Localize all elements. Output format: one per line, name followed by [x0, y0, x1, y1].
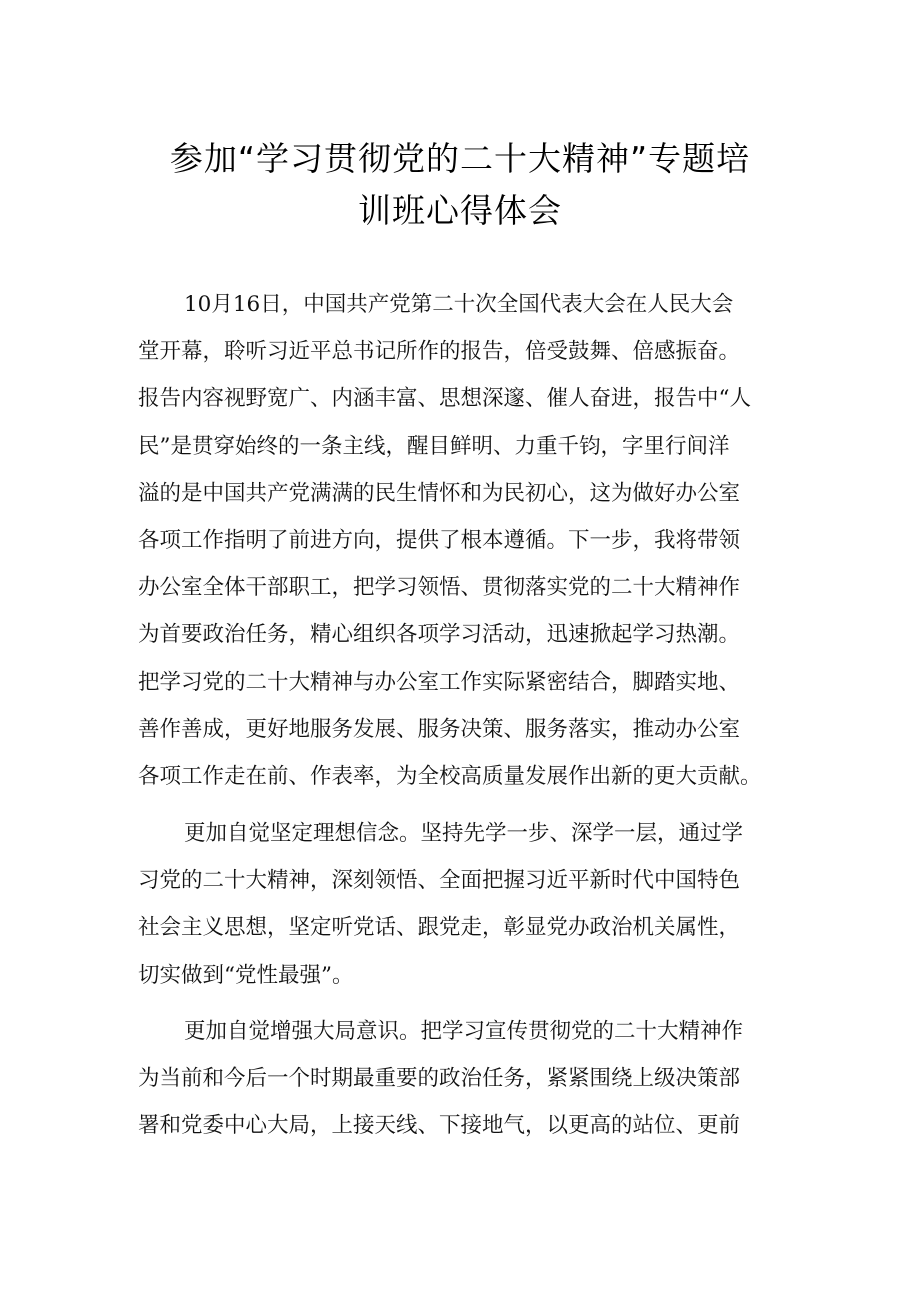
paragraph-line: 堂开幕，聆听习近平总书记所作的报告，倍受鼓舞、倍感振奋。 [138, 339, 741, 365]
paragraph-line: 各项工作走在前、作表率，为全校高质量发展作出新的更大贡献。 [138, 763, 762, 789]
paragraph-line: 把学习党的二十大精神与办公室工作实际紧密结合，脚踏实地、 [138, 669, 741, 695]
paragraph-line: 社会主义思想，坚定听党话、跟党走，彰显党办政治机关属性， [138, 915, 741, 941]
paragraph-2 [138, 810, 798, 999]
paragraph-1 [138, 281, 798, 800]
paragraph-line: 民”是贯穿始终的一条主线，醒目鲜明、力重千钧，字里行间洋 [138, 433, 730, 459]
paragraph-line: 为首要政治任务，精心组织各项学习活动，迅速掀起学习热潮。 [138, 622, 741, 648]
paragraph-line: 善作善成，更好地服务发展、服务决策、服务落实，推动办公室 [138, 716, 741, 742]
paragraph-line: 更加自觉增强大局意识。把学习宣传贯彻党的二十大精神作 [184, 1019, 744, 1044]
paragraph-line: 各项工作指明了前进方向，提供了根本遵循。下一步，我将带领 [138, 527, 741, 553]
document-title-line-2: 训班心得体会 [358, 191, 562, 230]
paragraph-line: 为当前和今后一个时期最重要的政治任务，紧紧围绕上级决策部 [138, 1066, 741, 1092]
paragraph-line: 办公室全体干部职工，把学习领悟、贯彻落实党的二十大精神作 [138, 575, 741, 601]
document-title-line-1: 参加“学习贯彻党的二十大精神”专题培 [169, 139, 751, 178]
paragraph-3 [138, 1008, 798, 1150]
paragraph-line: 10月16日，中国共产党第二十次全国代表大会在人民大会 [184, 292, 734, 317]
paragraph-line: 溢的是中国共产党满满的民生情怀和为民初心，这为做好办公室 [138, 480, 741, 506]
paragraph-line: 署和党委中心大局，上接天线、下接地气，以更高的站位、更前 [138, 1113, 741, 1139]
paragraph-line: 报告内容视野宽广、内涵丰富、思想深邃、催人奋进，报告中“人 [138, 386, 751, 412]
paragraph-line: 更加自觉坚定理想信念。坚持先学一步、深学一层，通过学 [184, 821, 744, 846]
paragraph-line: 切实做到“党性最强”。 [138, 962, 354, 988]
paragraph-line: 习党的二十大精神，深刻领悟、全面把握习近平新时代中国特色 [138, 868, 741, 894]
